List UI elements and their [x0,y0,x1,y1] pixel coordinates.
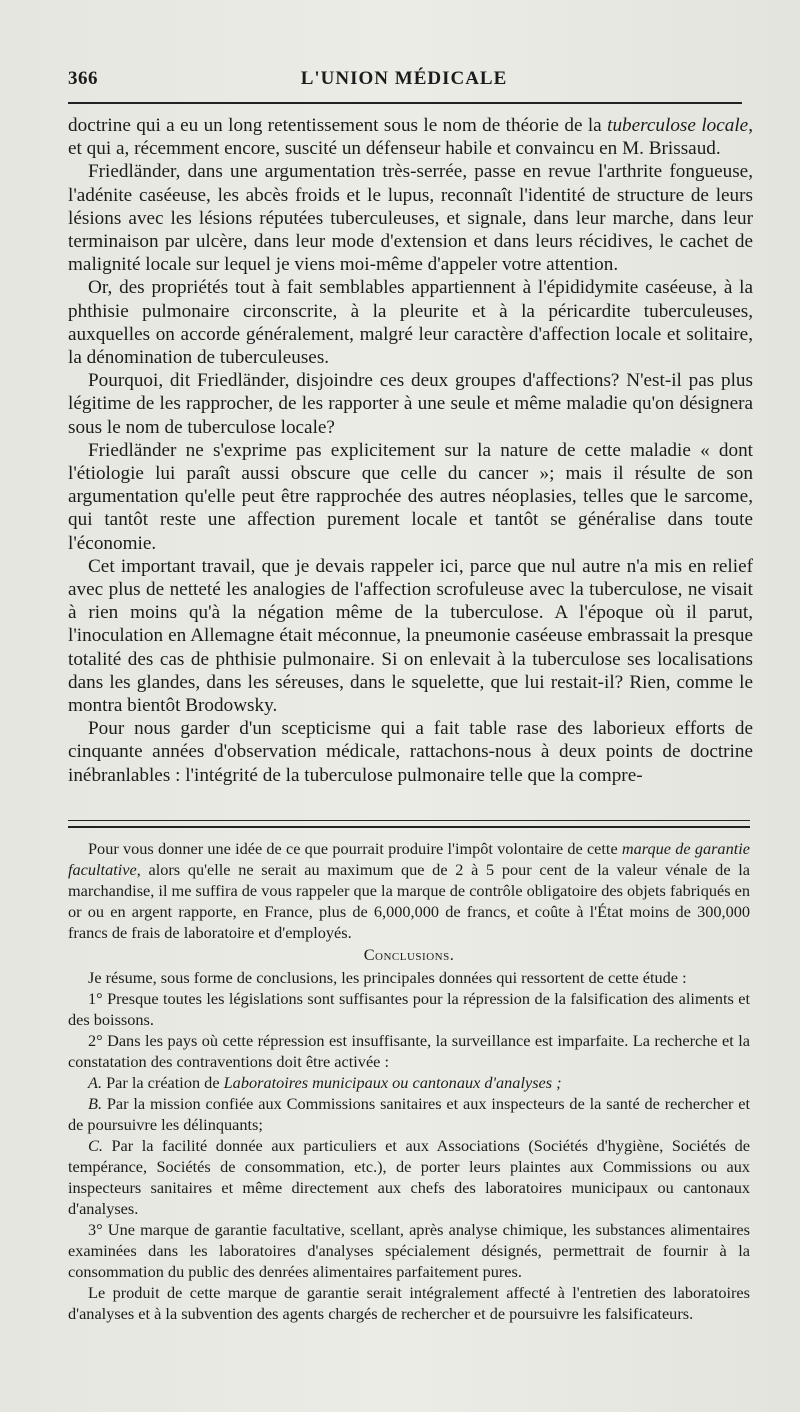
conclusion-1: 1° Presque toutes les législations sont suffisantes pour la répression de la falsification des aliments et des boissons. [68,989,750,1029]
footnote-text-a: Pour vous donner une idée de ce que pourrait produire l'impôt volontaire de cette [88,839,622,858]
paragraph-4: Pourquoi, dit Friedländer, disjoindre ces deux groupes d'affections? N'est-il pas plus légitime de les rapprocher, de les rapporter à une seule et même maladie qu'on désignera sous le nom de tuberculose locale? [68,370,753,438]
conclusion-2b-label: B. [88,1094,103,1113]
footnote-rule [68,820,750,828]
paragraph-2: Friedländer, dans une argumentation très-serrée, passe en revue l'arthrite fongueuse, l'adénite caséeuse, les abcès froids et le lupus, reconnaît l'identité de structure de leurs lésions avec les lésions réputées tuberculeuses, et signale, dans leur marche, dans leur terminaison par ulcère, dans leur mode d'extension et dans leurs récidives, le cachet de malignité locale sur lequel je viens moi-même d'appeler votre attention. [68,161,753,276]
header-rule [68,102,742,104]
conclusion-2b-text: Par la mission confiée aux Commissions sanitaires et aux inspecteurs de la santé de rechercher et de poursuivre les délinquants; [68,1094,750,1134]
footnote-section [68,838,750,1324]
paragraph-3: Or, des propriétés tout à fait semblables appartiennent à l'épididymite caséeuse, à la phthisie pulmonaire circonscrite, à la pleurite et à la péricardite tuberculeuses, auxquelles on accorde généralement, malgré leur caractère d'affection locale et solitaire, la dénomination de tuberculeuses. [68,277,753,369]
conclusion-2: 2° Dans les pays où cette répression est insuffisante, la surveillance est imparfaite. La recherche et la constatation des contraventions doit être activée : [68,1031,750,1071]
conclusion-2a [68,1072,750,1093]
conclusion-2b [68,1093,750,1135]
paragraph-7: Pour nous garder d'un scepticisme qui a fait table rase des laborieux efforts de cinquante années d'observation médicale, rattachons-nous à deux points de doctrine inébranlables : l'intégrité de la tuberculose pulmonaire telle que la compre- [68,718,753,786]
conclusion-intro: Je résume, sous forme de conclusions, les principales données qui ressortent de cette étude : [88,968,687,987]
conclusion-4: Le produit de cette marque de garantie serait intégralement affecté à l'entretien des laboratoires d'analyses et à la subvention des agents chargés de rechercher et de poursuivre les falsificateurs. [68,1283,750,1323]
paragraph-1-text-b: , et qui a, récemment encore, suscité un défenseur habile et convaincu en M. Brissaud. [68,115,753,160]
conclusion-2c-label: C. [88,1136,103,1155]
page-header [68,64,740,100]
conclusion-2a-text: Par la création de [102,1073,224,1092]
page-number: 366 [68,68,98,89]
footnote-paragraph [68,838,750,943]
paragraph-1-emphasis: tuberculose locale [607,115,749,136]
paragraph-1-text-a: doctrine qui a eu un long retentissement sous le nom de théorie de la [68,115,608,136]
conclusion-2a-label: A. [88,1073,103,1092]
conclusions-heading: Conclusions. [363,945,455,964]
conclusion-2c-text: Par la facilité donnée aux particuliers et aux Associations (Sociétés d'hygiène, Sociétés de tempérance, Sociétés de consommation, etc.), de porter leurs plaintes aux Commissions ou aux inspecteurs sanitaires et même directement aux chefs des laboratoires municipaux ou cantonaux d'analyses. [68,1136,750,1218]
running-head: L'UNION MÉDICALE [300,68,508,89]
conclusion-2c [68,1135,750,1219]
conclusion-3: 3° Une marque de garantie facultative, scellant, après analyse chimique, les substances alimentaires examinées dans les laboratoires d'analyses spécialement désignés, permettrait de fournir à la consommation du public des denrées alimentaires parfaitement pures. [68,1220,750,1281]
footnote-text-b: , alors qu'elle ne serait au maximum que de 2 à 5 pour cent de la valeur vénale de la marchandise, il me suffira de vous rappeler que la marque de contrôle obligatoire des objets fabriqués en or ou en argent rapporte, en France, plus de 6,000,000 de francs, et coûte à l'État moins de 300,000 francs de frais de laboratoire et d'employés. [68,860,750,942]
paragraph-1 [68,114,753,160]
footnote-emphasis: marque de garantie facultative [68,839,750,879]
paragraph-6: Cet important travail, que je devais rappeler ici, parce que nul autre n'a mis en relief avec plus de netteté les analogies de l'affection scrofuleuse avec la tuberculose, ne visait à rien moins qu'à la négation même de la tuberculose. A l'époque où il parut, l'inoculation en Allemagne était méconnue, la pneumonie caséeuse embrassait la presque totalité des cas de phthisie pulmonaire. Si on enlevait à la tuberculose ses localisations dans les glandes, dans les séreuses, dans le squelette, que lui restait-il? Rien, comme le montra bientôt Brodowsky. [68,555,753,717]
paragraph-5: Friedländer ne s'exprime pas explicitement sur la nature de cette maladie « dont l'étiologie lui paraît aussi obscure que celle du cancer »; mais il résulte de son argumentation qu'elle peut être rapprochée des autres néoplasies, telles que le sarcome, qui tantôt reste une affection purement locale et tantôt se généralise dans toute l'économie. [68,439,753,554]
conclusion-2a-emphasis: Laboratoires municipaux ou cantonaux d'analyses ; [223,1073,562,1092]
main-text [68,114,753,787]
